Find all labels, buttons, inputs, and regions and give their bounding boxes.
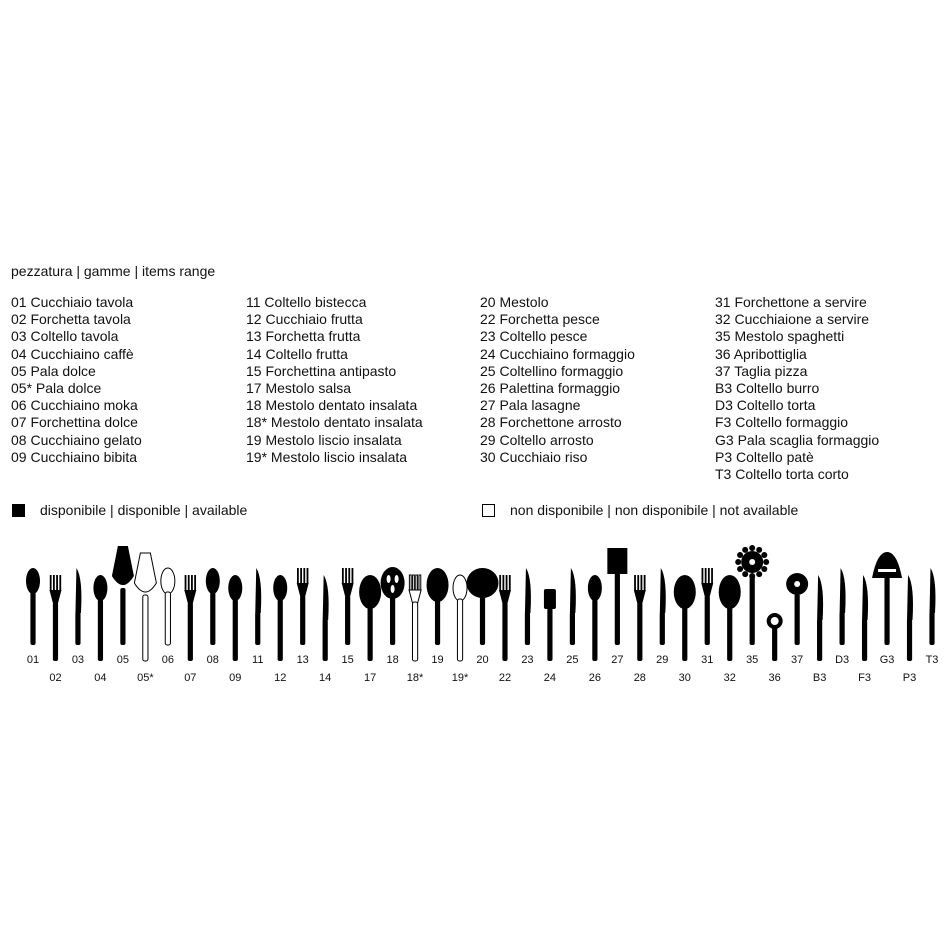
item-code-label: 08 xyxy=(206,654,219,666)
item-code-label: G3 xyxy=(879,654,895,666)
item-entry: 20 Mestolo xyxy=(480,294,549,310)
item-entry: 07 Forchettina dolce xyxy=(11,414,138,431)
item-code-label: 17 xyxy=(364,672,377,684)
item-code-label: 18* xyxy=(406,672,424,684)
cutlery-knife-icon xyxy=(907,575,913,661)
cutlery-fork-icon xyxy=(499,575,511,661)
item-code-label: F3 xyxy=(858,672,871,684)
item-entry: 26 Palettina formaggio xyxy=(480,380,621,397)
items-column-3 xyxy=(480,294,635,466)
item-entry: 03 Coltello tavola xyxy=(11,328,119,345)
items-column-4 xyxy=(715,294,879,483)
item-entry: B3 Coltello burro xyxy=(715,380,820,397)
item-entry: 25 Coltellino formaggio xyxy=(480,362,624,379)
cutlery-spoon-icon xyxy=(588,575,602,661)
item-code-label: 06 xyxy=(161,654,174,666)
legend-not-available-label: non disponibile | non disponibile | not available xyxy=(510,502,799,518)
legend-not-available xyxy=(482,502,798,518)
cutlery-ladle-icon xyxy=(719,575,741,661)
cutlery-illustration xyxy=(0,530,950,690)
cutlery-spoon-icon xyxy=(273,575,287,661)
item-code-label: 01 xyxy=(26,654,40,666)
items-column-2 xyxy=(246,294,423,466)
item-code-label: 31 xyxy=(701,654,714,666)
item-entry: G3 Pala scaglia formaggio xyxy=(715,431,880,448)
item-code-label: 12 xyxy=(274,672,287,684)
cutlery-bigladle-icon xyxy=(467,568,499,645)
cutlery-ladle-icon xyxy=(427,568,449,645)
cutlery-knife-icon xyxy=(660,568,666,645)
item-code-label: 14 xyxy=(319,672,332,684)
item-code-label: 20 xyxy=(476,654,489,666)
item-entry: 11 Coltello bistecca xyxy=(246,294,367,310)
item-code-label: 03 xyxy=(71,654,85,666)
item-entry: 31 Forchettone a servire xyxy=(715,294,867,310)
item-entry: 18* Mestolo dentato insalata xyxy=(246,414,423,431)
item-code-label: 23 xyxy=(521,654,534,666)
legend-available-label: disponibile | disponible | available xyxy=(40,502,248,518)
cutlery-lasagne-icon xyxy=(607,548,627,645)
cutlery-fork-icon xyxy=(297,568,309,645)
cutlery-knife-icon xyxy=(255,568,261,645)
cutlery-fork-icon xyxy=(49,575,61,661)
item-entry: F3 Coltello formaggio xyxy=(715,414,849,431)
item-code-label: 07 xyxy=(184,672,197,684)
legend-available xyxy=(12,502,247,518)
item-code-label: 13 xyxy=(296,654,309,666)
items-column-1 xyxy=(11,294,142,466)
page-title: pezzatura | gamme | items range xyxy=(11,263,216,279)
cutlery-fork-icon xyxy=(409,575,421,661)
cutlery-spoon-icon xyxy=(93,575,107,661)
filled-square-icon xyxy=(12,504,25,517)
item-code-label: 19* xyxy=(451,672,469,684)
cutlery-knife-icon xyxy=(570,568,576,645)
item-code-label: 22 xyxy=(498,672,512,684)
item-code-label: 19 xyxy=(431,654,444,666)
item-entry: 22 Forchetta pesce xyxy=(480,311,600,328)
cutlery-paddle-icon xyxy=(544,589,556,661)
item-code-label: 35 xyxy=(746,654,759,666)
cutlery-knife-icon xyxy=(323,575,329,661)
cutlery-fork-icon xyxy=(184,575,196,661)
item-entry: 37 Taglia pizza xyxy=(715,362,808,379)
cutlery-knife-icon xyxy=(817,575,823,661)
item-code-label: 25 xyxy=(566,654,579,666)
cutlery-fork-icon xyxy=(701,568,713,645)
item-code-label: 15 xyxy=(341,654,354,666)
item-code-label: B3 xyxy=(812,672,827,684)
item-code-label: 32 xyxy=(723,672,736,684)
cutlery-spoon-icon xyxy=(206,568,220,645)
empty-square-icon xyxy=(482,504,495,517)
item-code-label: 05* xyxy=(137,672,154,684)
item-entry: 27 Pala lasagne xyxy=(480,397,581,414)
cutlery-server-icon xyxy=(112,546,134,645)
item-entry: 19* Mestolo liscio insalata xyxy=(246,448,408,465)
item-entry: 05 Pala dolce xyxy=(11,362,96,379)
item-code-label: 37 xyxy=(791,654,804,666)
cutlery-cheese-icon xyxy=(872,552,902,645)
item-entry: 06 Cucchiaino moka xyxy=(11,397,138,414)
item-code-label: 26 xyxy=(588,672,601,684)
cutlery-spoon-icon xyxy=(26,568,40,645)
item-entry: 29 Coltello arrosto xyxy=(480,431,594,448)
item-entry: 09 Cucchiaino bibita xyxy=(11,448,138,465)
cutlery-fork-icon xyxy=(342,568,354,645)
item-entry: D3 Coltello torta xyxy=(715,397,816,414)
item-entry: 01 Cucchiaio tavola xyxy=(11,294,134,310)
cutlery-ladle-icon xyxy=(674,575,696,661)
item-code-label: 18 xyxy=(386,654,399,666)
item-code-label: T3 xyxy=(925,654,939,666)
cutlery-knife-icon xyxy=(929,568,935,645)
item-entry: 28 Forchettone arrosto xyxy=(480,414,622,431)
item-entry: P3 Coltello patè xyxy=(715,448,814,465)
item-entry: 32 Cucchiaione a servire xyxy=(715,311,870,328)
item-code-label: 24 xyxy=(543,672,557,684)
cutlery-slotted-icon xyxy=(381,567,405,645)
item-code-label: 30 xyxy=(678,672,691,684)
item-entry: 08 Cucchiaino gelato xyxy=(11,431,142,448)
item-code-label: 11 xyxy=(252,654,264,666)
item-code-label: 05 xyxy=(116,654,130,666)
item-entry: 30 Cucchiaio riso xyxy=(480,448,588,465)
item-entry: 23 Coltello pesce xyxy=(480,328,588,345)
item-entry: 24 Cucchiaino formaggio xyxy=(480,345,635,362)
cutlery-fork-icon xyxy=(634,575,646,661)
item-code-label: 02 xyxy=(49,672,62,684)
cutlery-knife-icon xyxy=(840,568,846,645)
item-entry: 35 Mestolo spaghetti xyxy=(715,328,845,345)
item-entry: 02 Forchetta tavola xyxy=(11,311,131,328)
item-entry: 12 Cucchiaio frutta xyxy=(246,311,363,328)
cutlery-spoon-icon xyxy=(453,575,467,661)
item-code-label: D3 xyxy=(835,654,850,666)
item-entry: 14 Coltello frutta xyxy=(246,345,348,362)
item-code-label: 27 xyxy=(611,654,624,666)
item-code-label: 09 xyxy=(229,672,242,684)
cutlery-ladle-icon xyxy=(359,575,381,661)
item-code-label: 36 xyxy=(768,672,781,684)
item-code-label: 28 xyxy=(633,672,646,684)
item-entry: 17 Mestolo salsa xyxy=(246,380,352,397)
item-entry: 04 Cucchiaino caffè xyxy=(11,345,134,362)
item-entry: 36 Apribottiglia xyxy=(715,345,807,362)
cutlery-knife-icon xyxy=(75,568,81,645)
item-entry: 05* Pala dolce xyxy=(11,380,102,397)
cutlery-knife-icon xyxy=(862,575,868,661)
cutlery-server-icon xyxy=(134,553,156,661)
item-code-label: 29 xyxy=(656,654,669,666)
item-entry: T3 Coltello torta corto xyxy=(715,466,849,483)
item-code-label: 04 xyxy=(94,672,107,684)
item-entry: 19 Mestolo liscio insalata xyxy=(246,431,402,448)
cutlery-spoon-icon xyxy=(228,575,242,661)
cutlery-pizza-icon xyxy=(786,573,808,645)
item-entry: 13 Forchetta frutta xyxy=(246,328,361,345)
cutlery-knife-icon xyxy=(525,568,531,645)
cutlery-opener-icon xyxy=(767,613,783,661)
item-code-label: P3 xyxy=(902,672,917,684)
item-entry: 15 Forchettina antipasto xyxy=(246,362,397,379)
cutlery-spoon-icon xyxy=(161,568,175,645)
item-entry: 18 Mestolo dentato insalata xyxy=(246,397,418,414)
